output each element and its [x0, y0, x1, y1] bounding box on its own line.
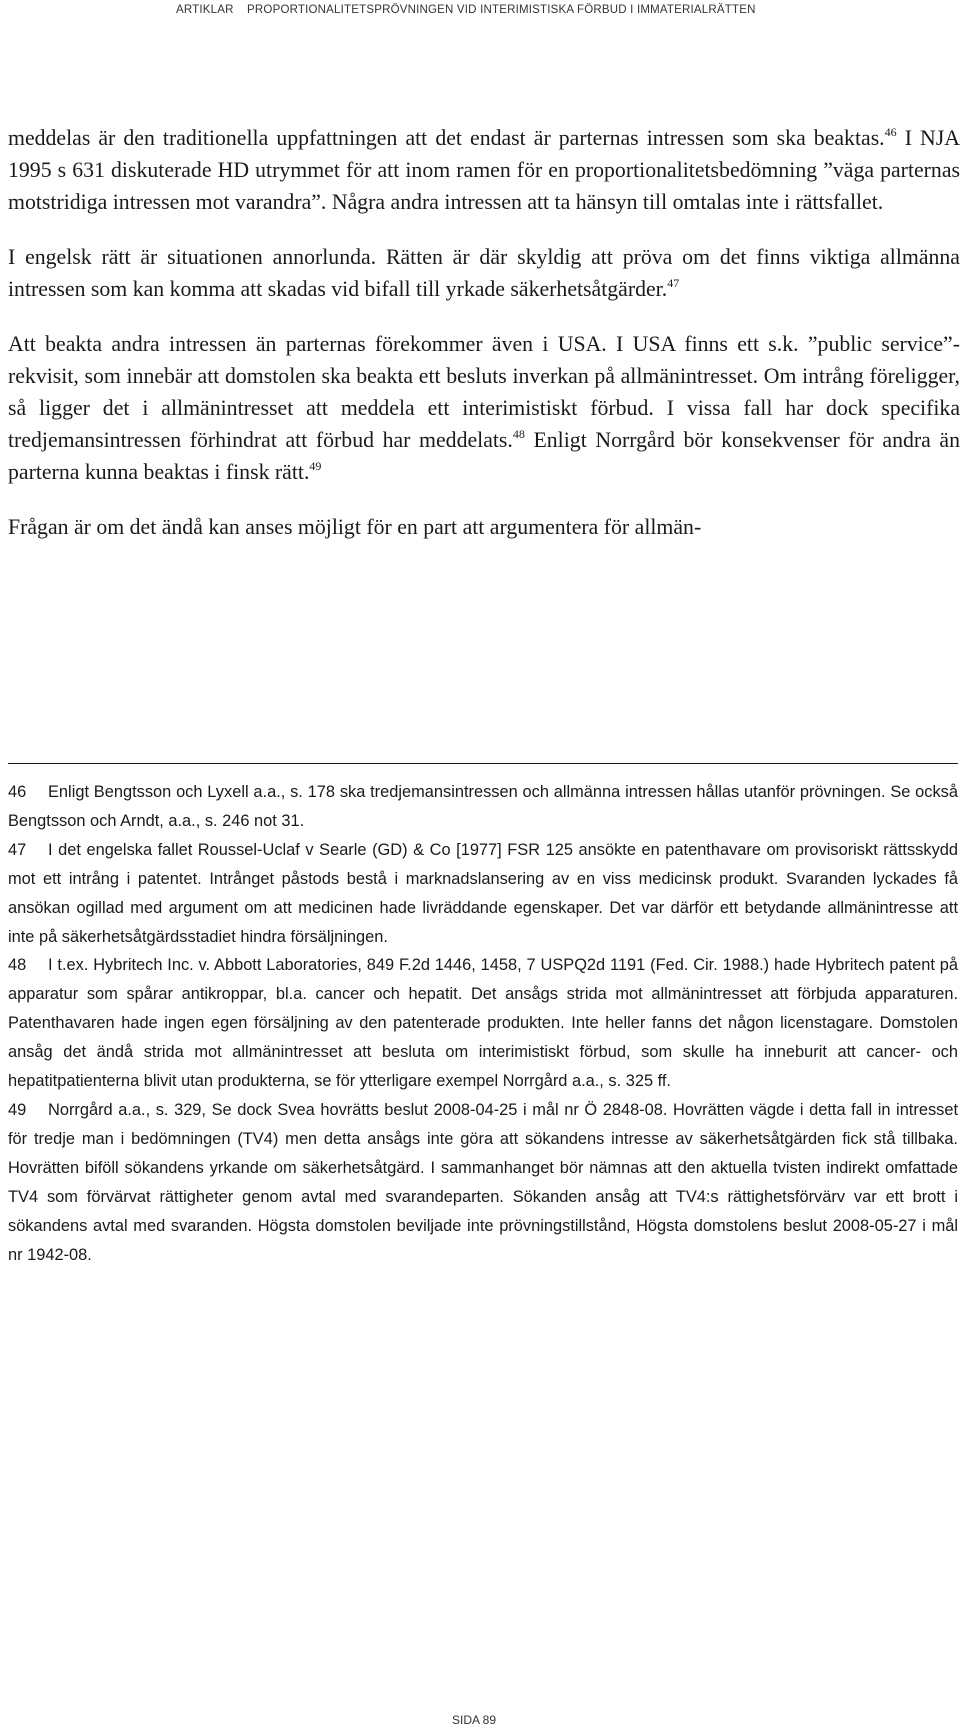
paragraph-1: [8, 122, 960, 218]
footnote-ref-47[interactable]: 47: [667, 276, 680, 290]
paragraph-2: [8, 241, 960, 305]
footnote-ref-46[interactable]: 46: [884, 125, 897, 139]
footnotes: [8, 778, 958, 1269]
footnote-text: I t.ex. Hybritech Inc. v. Abbott Laboratories, 849 F.2d 1446, 1458, 7 USPQ2d 1191 (Fed. Cir. 1988.) hade Hybritech patent på apparatur som spårar antikroppar, bl.a. cancer och hepatit. Det ansågs strida mot allmänintresset att förbjuda apparaturen. Patenthavaren hade ingen egen försäljning av den patenterade produkten. Inte heller fanns det någon licenstagare. Domstolen ansåg det ändå strida mot allmänintresset att besluta om interimistiskt förbud, som skulle ha inneburit att cancer- och hepatitpatienterna blivit utan produkterna, se för ytterligare exempel Norrgård a.a., s. 325 ff.: [8, 956, 958, 1091]
footnote-ref-49[interactable]: 49: [309, 459, 322, 473]
page-number: SIDA 89: [452, 1713, 497, 1727]
footnote-number: 49: [8, 1100, 27, 1119]
footnote-46: [8, 778, 958, 836]
header-title: PROPORTIONALITETSPRÖVNINGEN VID INTERIMISTISKA FÖRBUD I IMMATERIALRÄTTEN: [247, 4, 756, 16]
header-section: ARTIKLAR: [176, 4, 234, 16]
paragraph-1-text-b: I NJA 1995 s 631 diskuterade HD utrymmet för att inom ramen för en proportionalitetsbedömning ”väga parternas motstridiga intressen mot varandra”. Några andra intressen att ta hänsyn till omtalas inte i rättsfallet.: [8, 126, 960, 214]
paragraph-3: [8, 328, 960, 488]
running-header: [176, 4, 956, 16]
paragraph-2-text: I engelsk rätt är situationen annorlunda. Rätten är där skyldig att pröva om det finns viktiga allmänna intressen som kan komma att skadas vid bifall till yrkade säkerhetsåtgärder.: [8, 245, 960, 301]
paragraph-3-text-a: Att beakta andra intressen än parternas förekommer även i USA. I USA finns ett s.k. ”public service”-rekvisit, som innebär att domstolen ska beakta ett besluts inverkan på allmänintresset. Om intrång föreligger, så ligger det i allmänintresset att meddela ett interimistiskt förbud. I vissa fall har dock specifika tredjemansintressen förhindrat att förbud har meddelats.: [8, 332, 960, 452]
paragraph-3-text-b: Enligt Norrgård bör konsekvenser för andra än parterna kunna beaktas i finsk rätt.: [8, 428, 960, 484]
footnote-text: Enligt Bengtsson och Lyxell a.a., s. 178 ska tredjemansintressen och allmänna intressen hållas utanför prövningen. Se också Bengtsson och Arndt, a.a., s. 246 not 31.: [8, 783, 958, 830]
paragraph-4-text: Frågan är om det ändå kan anses möjligt för en part att argumentera för allmän-: [8, 515, 702, 539]
paragraph-4: [8, 511, 960, 543]
footnote-49: [8, 1096, 958, 1269]
footnote-47: [8, 836, 958, 952]
footnote-48: [8, 951, 958, 1096]
footnote-ref-48[interactable]: 48: [512, 427, 525, 441]
body-text: [8, 122, 960, 566]
footnote-divider: [8, 763, 958, 764]
footnote-number: 46: [8, 783, 27, 801]
footnote-number: 47: [8, 840, 27, 859]
footnote-text: I det engelska fallet Roussel-Uclaf v Searle (GD) & Co [1977] FSR 125 ansökte en patenthavare om provisoriskt rättsskydd mot ett intrång i patentet. Intrånget påstods bestå i marknadslansering av en viss medicinsk produkt. Svaranden lyckades få ansökan ogillad med argument om att medicinen hade livräddande egenskaper. Det var därför ett betydande allmänintresse att inte på säkerhetsåtgärdsstadiet hindra försäljningen.: [8, 840, 958, 946]
footnote-number: 48: [8, 956, 27, 975]
paragraph-1-text-a: meddelas är den traditionella uppfattningen att det endast är parternas intressen som ska beaktas.: [8, 126, 885, 150]
footnote-text: Norrgård a.a., s. 329, Se dock Svea hovrätts beslut 2008-04-25 i mål nr Ö 2848-08. Hovrätten vägde i detta fall in intresset för tredje man i bedömningen (TV4) men detta ansågs inte göra att sökandens intresse av säkerhetsåtgärden fick stå tillbaka. Hovrätten biföll sökandens yrkande om säkerhetsåtgärd. I sammanhanget bör nämnas att den aktuella tvisten indirekt omfattade TV4 som förvärvat rättigheter genom avtal med svarandeparten. Sökanden ansåg att TV4:s rättighetsförvärv var ett brott i sökandens avtal med svaranden. Högsta domstolen beviljade inte prövningstillstånd, Högsta domstolens beslut 2008-05-27 i mål nr 1942-08.: [8, 1100, 958, 1264]
